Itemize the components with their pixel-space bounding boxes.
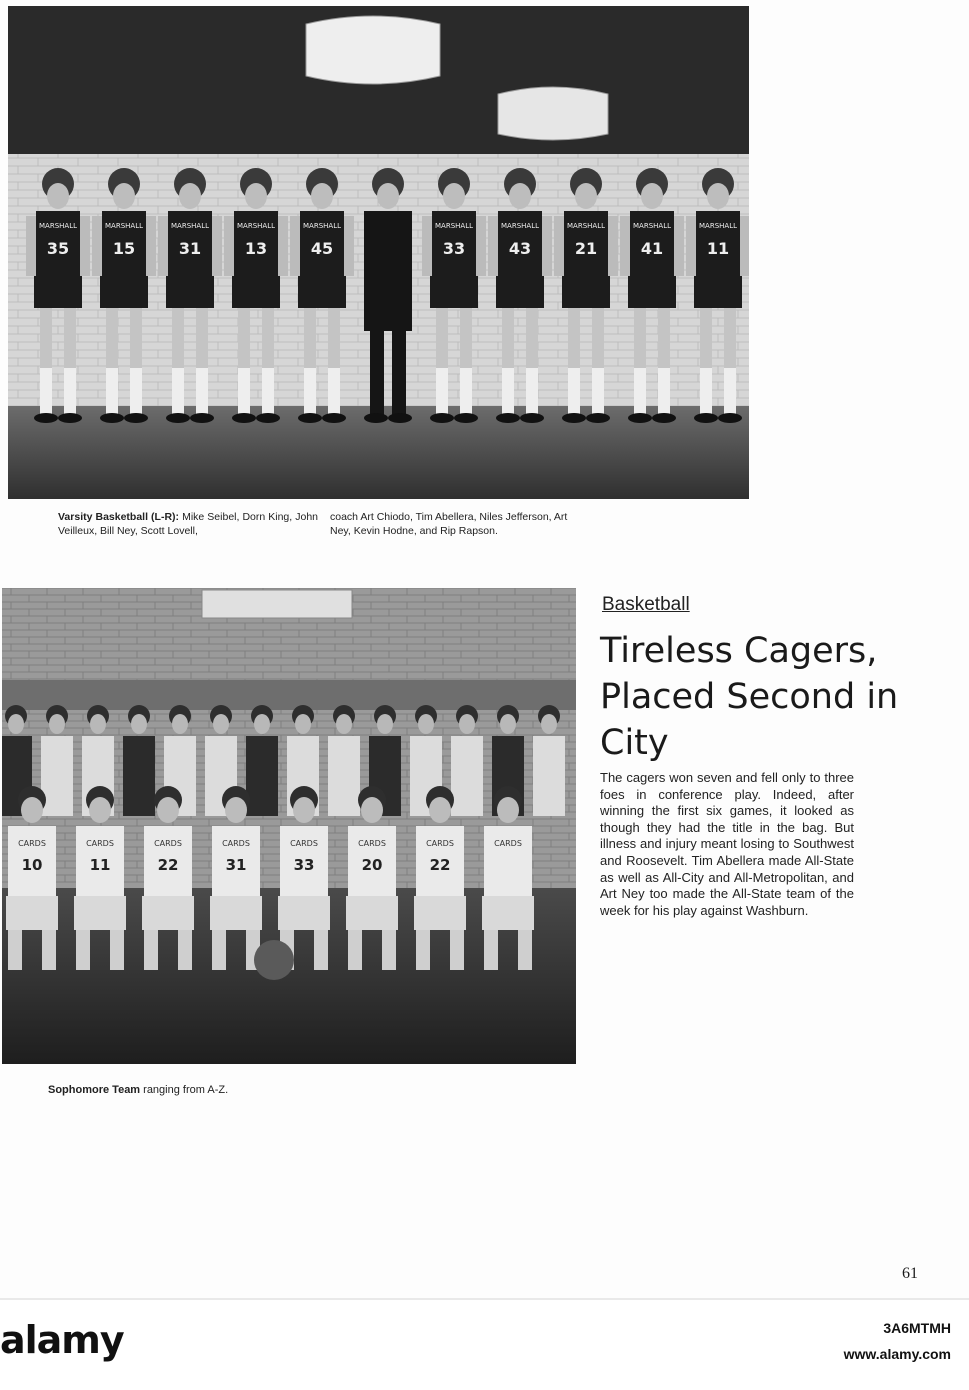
jersey-number: 15: [112, 239, 136, 258]
basketball: [254, 940, 294, 980]
jersey-text: MARSHALL: [699, 222, 737, 230]
article-body: The cagers won seven and fell only to three foes in conference play. Indeed, after winning the first six games, it looked as though they had the title in the bag. But illness and injury meant losing to Southwest and Roosevelt. Tim Abellera made All-State as well as All-City and All-Metropolitan, and Art Ney too made the All-State team of the week for his play against Washburn.: [600, 770, 854, 918]
jersey-number: 43: [508, 239, 532, 258]
jersey-text: CARDS: [86, 839, 114, 848]
jersey-text: MARSHALL: [39, 222, 77, 230]
jersey-number: 11: [89, 856, 111, 874]
jersey-text: MARSHALL: [105, 222, 143, 230]
jersey-text: MARSHALL: [303, 222, 341, 230]
sophomore-caption-lead: Sophomore Team: [48, 1084, 141, 1096]
stock-footer: [0, 1300, 969, 1390]
stock-url: www.alamy.com: [843, 1346, 951, 1362]
jersey-number: 22: [429, 856, 451, 874]
jersey-text: CARDS: [290, 839, 318, 848]
varsity-caption-right: coach Art Chiodo, Tim Abellera, Niles Jefferson, Art Ney, Kevin Hodne, and Rip Rapson.: [330, 511, 568, 537]
jersey-text: MARSHALL: [501, 222, 539, 230]
page-number: 61: [902, 1265, 918, 1282]
jersey-text: MARSHALL: [567, 222, 605, 230]
jersey-number: 41: [640, 239, 664, 258]
jersey-number: 33: [442, 239, 466, 258]
sophomore-caption-rest: ranging from A-Z.: [143, 1084, 229, 1096]
jersey-text: MARSHALL: [171, 222, 209, 230]
jersey-number: 33: [293, 856, 315, 874]
varsity-photo-graphic: [8, 6, 749, 499]
sophomore-team-photo: [2, 588, 576, 1064]
varsity-caption-left: [58, 510, 318, 538]
image-id: 3A6MTMH: [883, 1320, 951, 1336]
jersey-text: MARSHALL: [435, 222, 473, 230]
jersey-text: CARDS: [494, 839, 522, 848]
jersey-number: 13: [244, 239, 268, 258]
section-label: Basketball: [602, 594, 690, 615]
jersey-number: 45: [310, 239, 334, 258]
varsity-caption-lead: Varsity Basketball (L-R):: [58, 511, 180, 523]
jersey-text: CARDS: [358, 839, 386, 848]
jersey-text: CARDS: [222, 839, 250, 848]
jersey-number: 31: [178, 239, 202, 258]
jersey-number: 22: [157, 856, 179, 874]
jersey-text: CARDS: [18, 839, 46, 848]
article-headline: Tireless Cagers, Placed Second in City: [600, 631, 899, 763]
jersey-text: CARDS: [154, 839, 182, 848]
jersey-number: 35: [46, 239, 70, 258]
varsity-team-photo: [8, 6, 749, 499]
sophomore-caption: [48, 1083, 448, 1097]
sophomore-photo-graphic: [2, 588, 576, 1064]
jersey-number: 21: [574, 239, 598, 258]
jersey-text: CARDS: [426, 839, 454, 848]
jersey-text: MARSHALL: [633, 222, 671, 230]
jersey-number: 31: [225, 856, 247, 874]
jersey-text: MARSHALL: [237, 222, 275, 230]
varsity-caption-names-left: Mike Seibel, Dorn King, John Veilleux, Bill Ney, Scott Lovell,: [58, 511, 318, 537]
alamy-logo: alamy: [0, 1318, 124, 1362]
jersey-number: 20: [361, 856, 383, 874]
jersey-number: 11: [706, 239, 730, 258]
jersey-number: 10: [21, 856, 43, 874]
